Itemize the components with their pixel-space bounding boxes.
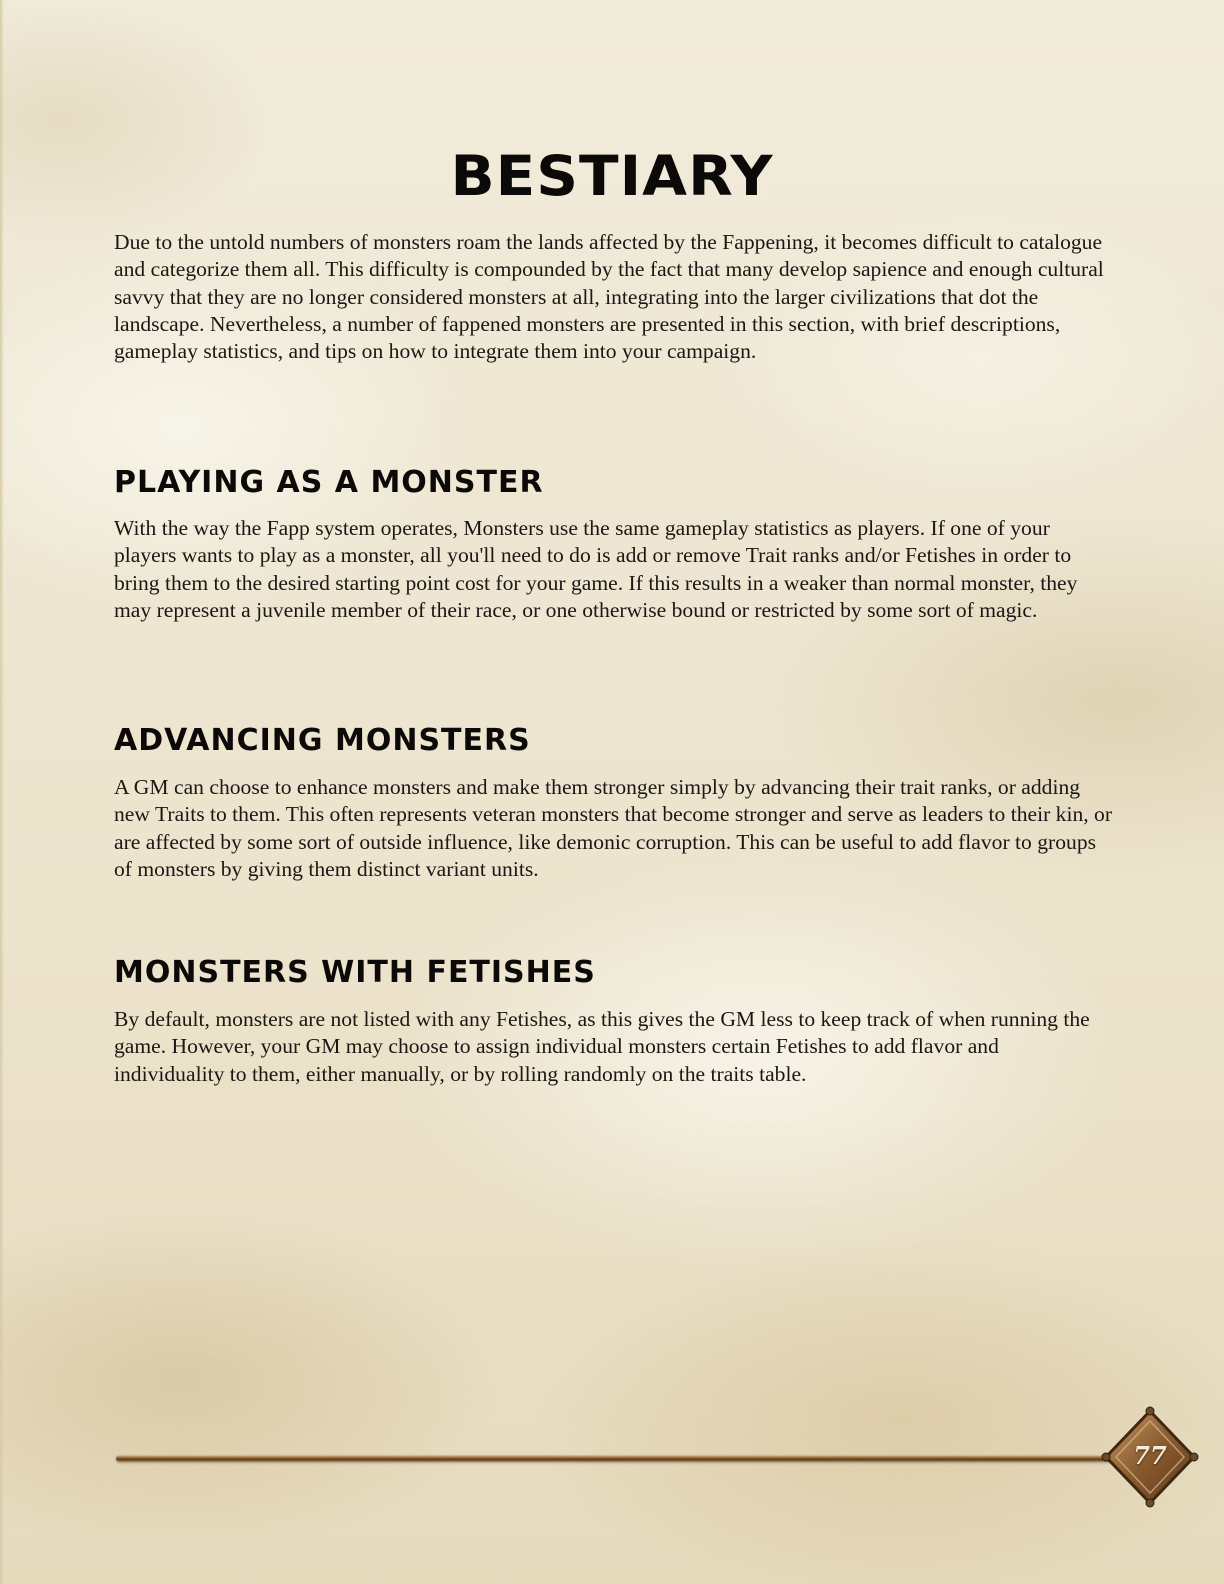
section-body-playing-as-a-monster: With the way the Fapp system operates, Monsters use the same gameplay statistics as players. If one of your players wants to play as a monster, all you'll need to do is add or remove Trait ranks and/or Fetishes in order to bring them to the desired starting point cost for your game. If this results in a weaker than normal monster, they may represent a juvenile member of their race, or one otherwise bound or restricted by some sort of magic. — [114, 516, 1078, 622]
page-number: 77 — [1133, 1441, 1167, 1470]
section-heading-monsters-with-fetishes: MONSTERS WITH FETISHES — [114, 955, 596, 990]
intro-paragraph: Due to the untold numbers of monsters roam the lands affected by the Fappening, it becomes difficult to catalogue and categorize them all. This difficulty is compounded by the fact that many develop sapience and enough cultural savvy that they are no longer considered monsters at all, integrating into the larger civilizations that dot the landscape. Nevertheless, a number of fappened monsters are presented in this section, with brief descriptions, gameplay statistics, and tips on how to integrate them into your campaign. — [114, 230, 1104, 364]
page-title: BESTIARY — [450, 143, 774, 209]
section-body-monsters-with-fetishes: By default, monsters are not listed with any Fetishes, as this gives the GM less to keep track of when running the game. However, your GM may choose to assign individual monsters certain Fetishes to add flavor and individuality to them, either manually, or by rolling randomly on the traits table. — [114, 1007, 1090, 1086]
section-heading-playing-as-a-monster: PLAYING AS A MONSTER — [114, 465, 544, 500]
section-heading-advancing-monsters: ADVANCING MONSTERS — [114, 723, 531, 758]
footer-rule — [116, 1455, 1126, 1462]
section-body-advancing-monsters: A GM can choose to enhance monsters and make them stronger simply by advancing their trait ranks, or adding new Traits to them. This often represents veteran monsters that become stronger and serve as leaders to their kin, or are affected by some sort of outside influence, like demonic corruption. This can be useful to add flavor to groups of monsters by giving them distinct variant units. — [114, 775, 1113, 881]
page-number-badge — [1100, 1405, 1200, 1509]
page-edge — [0, 0, 4, 1584]
